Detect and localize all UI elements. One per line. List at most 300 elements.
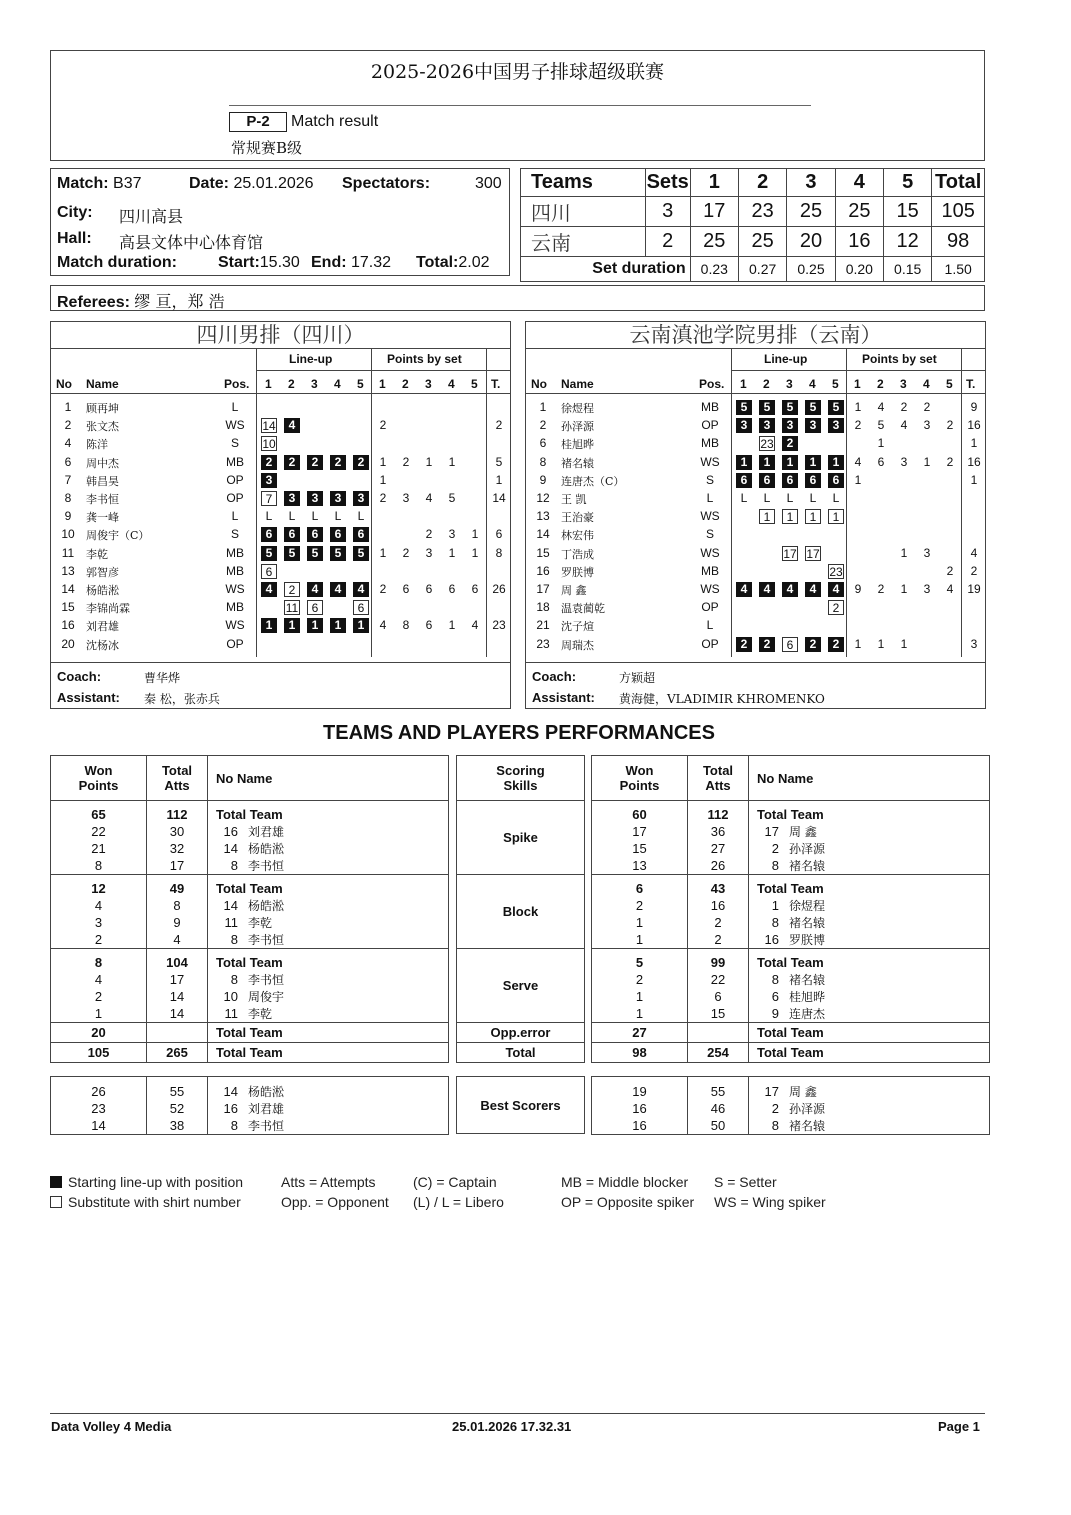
name-header: Name [86, 377, 119, 391]
atts-value: 17 [169, 858, 185, 873]
atts-header-line: Atts [164, 778, 190, 793]
skills-header-line: Skills [503, 778, 538, 793]
assistant-line [532, 690, 595, 705]
player-entry [749, 931, 989, 948]
attempts-cell [147, 875, 208, 949]
atts-value: 46 [710, 1101, 726, 1116]
player-number: 7 [64, 472, 72, 487]
competition-name: 常规赛B级 [231, 139, 303, 157]
player-row [51, 472, 510, 490]
player-number: 1 [64, 400, 72, 414]
set-points: 6 [425, 582, 433, 596]
won-value: 2 [635, 972, 644, 987]
starting-position-cell: 6 [805, 473, 821, 488]
stat-block-row [51, 875, 449, 949]
set-points: 1 [877, 436, 885, 451]
attempts-cell [688, 949, 749, 1023]
substitute-cell: 1 [805, 509, 821, 524]
starting-position-cell: 4 [828, 582, 844, 597]
player-entry [208, 1117, 448, 1134]
stat-block-row [592, 875, 990, 949]
end-label: End: [311, 254, 347, 271]
stat-block-row [592, 1077, 990, 1135]
set-points: 1 [379, 454, 387, 469]
set-points: 2 [425, 527, 433, 542]
sets-header: Sets [645, 169, 690, 197]
atts-value: 8 [173, 898, 181, 913]
player-name: 桂旭晔 [561, 438, 594, 452]
player-name: 连唐杰 [789, 1007, 826, 1021]
player-name: 刘君雄 [248, 825, 285, 839]
player-entry [749, 897, 989, 914]
total-team-label: Total Team [208, 1043, 449, 1063]
set-points: 2 [402, 545, 410, 560]
starting-position-cell: 6 [782, 473, 798, 488]
player-entry [208, 931, 448, 948]
legend-atts: Atts = Attempts [281, 1174, 376, 1190]
match-number: B37 [113, 175, 142, 192]
player-entry [749, 1083, 989, 1100]
won-value: 13 [632, 858, 647, 873]
substitute-cell: 17 [806, 546, 820, 561]
player-cell [208, 1077, 449, 1135]
set-points: 6 [425, 618, 433, 633]
won-value: 16 [632, 1101, 647, 1116]
home-set1: 17 [690, 197, 738, 227]
set-points: 2 [854, 418, 862, 433]
libero-cell: L [334, 509, 342, 524]
best-scorers-label-column [456, 1076, 585, 1134]
player-name: Total Team [216, 881, 283, 896]
player-name: 周瑞杰 [561, 638, 594, 652]
total-points: 6 [495, 527, 503, 542]
points-set-header: 3 [425, 377, 432, 391]
player-number: 16 [764, 932, 779, 947]
legend-substitute [50, 1194, 241, 1210]
set3-header: 3 [787, 169, 835, 197]
starting-position-cell: 5 [805, 400, 821, 415]
starting-position-cell: 1 [330, 618, 346, 633]
total-points: 1 [970, 472, 978, 487]
starting-position-cell: 3 [353, 491, 369, 506]
set-points: 8 [402, 618, 410, 633]
stat-block-row [51, 1077, 449, 1135]
won-points-cell [592, 801, 688, 875]
player-entry [749, 806, 989, 823]
player-number: 14 [223, 898, 238, 913]
player-position: WS [700, 545, 720, 560]
no-header: No [56, 377, 72, 391]
legend-opp: Opp. = Opponent [281, 1194, 389, 1210]
header-divider [51, 393, 510, 394]
atts-value: 14 [169, 1006, 185, 1021]
total-points: 9 [970, 400, 978, 414]
total-points: 19 [967, 582, 981, 596]
set-points: 4 [425, 491, 433, 505]
player-row [526, 636, 985, 654]
player-number: 11 [224, 1006, 238, 1021]
player-number: 17 [536, 582, 550, 596]
starting-position-cell: 1 [782, 455, 798, 470]
player-name: 杨皓淞 [248, 899, 285, 913]
player-name: 孙泽源 [561, 420, 594, 434]
starting-position-cell: 4 [261, 582, 277, 597]
referees-box [50, 285, 985, 311]
legend-ws: WS = Wing spiker [714, 1194, 826, 1210]
start-label: Start: [218, 254, 260, 271]
player-row [526, 472, 985, 490]
player-number: 1 [539, 400, 547, 414]
lineup-set-header: 5 [357, 377, 364, 391]
best-scorers-label: Best Scorers [457, 1077, 585, 1134]
player-name: 周 鑫 [789, 1085, 817, 1099]
set-points: 2 [402, 454, 410, 469]
player-number: 8 [230, 858, 238, 873]
set3-duration: 0.25 [787, 257, 835, 282]
player-name: 褚名辕 [789, 916, 826, 930]
starting-position-cell: 3 [736, 418, 752, 433]
player-name: 周俊宇 [248, 990, 285, 1004]
points-set-header: 2 [402, 377, 409, 391]
home-total: 105 [932, 197, 985, 227]
player-number: 16 [223, 824, 238, 839]
set1-duration: 0.23 [690, 257, 738, 282]
lineup-set-header: 2 [763, 377, 770, 391]
set-points: 2 [379, 491, 387, 505]
player-position: WS [700, 454, 720, 469]
player-position: S [230, 527, 239, 542]
player-position: MB [701, 563, 719, 578]
set-points: 2 [946, 418, 954, 433]
player-row [51, 399, 510, 417]
starting-position-cell: 1 [353, 618, 369, 633]
report-code: P-2 [229, 112, 287, 132]
substitute-cell: 2 [828, 600, 844, 615]
skill-total-label: Total [457, 1043, 585, 1063]
hall-label: Hall: [57, 230, 92, 247]
libero-cell: L [265, 509, 273, 524]
player-name: 沈杨冰 [86, 638, 119, 652]
player-entry [208, 954, 448, 971]
no-header: No [531, 377, 547, 391]
atts-value: 38 [169, 1118, 185, 1133]
pos-header: Pos. [699, 377, 725, 391]
player-number: 8 [771, 858, 779, 873]
starting-position-cell: 4 [782, 582, 798, 597]
coach-name: 曹华烨 [144, 671, 181, 685]
player-number: 9 [64, 509, 72, 524]
player-row [526, 526, 985, 544]
player-entry [749, 857, 989, 874]
stat-block-row [51, 801, 449, 875]
attempts-cell [688, 801, 749, 875]
player-number: 14 [536, 527, 550, 542]
total-duration: 1.50 [932, 257, 985, 282]
starting-position-cell: 6 [828, 473, 844, 488]
player-entry [749, 988, 989, 1005]
player-number: 8 [230, 972, 238, 987]
won-value: 3 [94, 915, 103, 930]
player-entry [208, 806, 448, 823]
away-set1: 25 [690, 227, 738, 257]
player-row [51, 435, 510, 453]
starting-position-cell: 4 [284, 418, 300, 433]
player-cell [208, 875, 449, 949]
legend-starting-text: Starting line-up with position [68, 1174, 244, 1190]
player-name: 陈洋 [86, 438, 108, 452]
player-name: 温袁蔺乾 [561, 602, 605, 616]
player-name: 顾再坤 [86, 402, 119, 415]
away-set5: 12 [884, 227, 932, 257]
player-position: MB [226, 600, 244, 615]
set-points: 6 [471, 582, 479, 596]
points-set-header: 5 [946, 377, 953, 391]
won-value: 1 [94, 1006, 103, 1021]
legend-substitute-text: Substitute with shirt number [68, 1194, 241, 1210]
lineup-set-header: 4 [334, 377, 341, 391]
header-divider [256, 370, 511, 371]
noname-header: No Name [749, 756, 990, 801]
atts-value: 99 [710, 955, 726, 970]
player-number: 6 [64, 454, 72, 469]
won-total: 27 [592, 1023, 688, 1043]
set-points: 1 [923, 454, 931, 469]
set-points: 3 [448, 527, 456, 542]
player-name: 李乾 [86, 547, 108, 561]
player-number: 2 [771, 841, 779, 856]
player-name: 李书恒 [248, 1119, 285, 1133]
won-value: 1 [635, 915, 644, 930]
player-number: 8 [771, 915, 779, 930]
won-points-cell [592, 949, 688, 1023]
player-row [526, 454, 985, 472]
atts-value: 14 [169, 989, 185, 1004]
won-points-cell [592, 1077, 688, 1135]
home-roster [50, 321, 511, 709]
scoring-skills-header [457, 756, 585, 801]
starting-position-cell: 6 [261, 527, 277, 542]
home-performance-table [50, 755, 449, 1063]
total-row [592, 1043, 990, 1063]
player-number: 11 [224, 915, 238, 930]
atts-value: 2 [714, 915, 722, 930]
home-team-short: 四川 [521, 197, 646, 227]
substitute-cell: 6 [782, 637, 798, 652]
player-entry [208, 988, 448, 1005]
legend-starting [50, 1174, 243, 1190]
won-points-header [51, 756, 147, 801]
assistant-names: 黄海健，VLADIMIR KHROMENKO [619, 692, 825, 706]
player-number: 8 [64, 491, 72, 505]
libero-cell: L [809, 491, 817, 505]
away-team-short: 云南 [521, 227, 646, 257]
player-number: 10 [61, 527, 75, 542]
won-value: 19 [632, 1084, 647, 1099]
set-points: 5 [448, 491, 456, 505]
match-label: Match: [57, 175, 109, 192]
home-sets: 3 [645, 197, 690, 227]
atts-value: 2 [714, 932, 722, 947]
stat-block-row [51, 949, 449, 1023]
starting-position-cell: 2 [736, 637, 752, 652]
player-row [526, 617, 985, 635]
total-points: 23 [492, 618, 506, 633]
player-number: 13 [536, 509, 550, 524]
player-number: 16 [223, 1101, 238, 1116]
player-position: L [706, 618, 714, 633]
won-total: 98 [592, 1043, 688, 1063]
player-name: 周 鑫 [789, 825, 817, 839]
player-name: 罗朕博 [789, 933, 826, 947]
player-entry [208, 914, 448, 931]
starting-position-cell: 3 [828, 418, 844, 433]
won-value: 65 [91, 807, 106, 822]
atts-value: 26 [710, 858, 726, 873]
player-position: WS [225, 618, 245, 633]
libero-cell: L [357, 509, 365, 524]
end-time: 17.32 [351, 254, 392, 271]
performance-header-row [592, 756, 990, 801]
referees-label: Referees: [57, 294, 130, 311]
player-number: 10 [223, 989, 238, 1004]
player-entry [208, 1083, 448, 1100]
footer-timestamp: 25.01.2026 17.32.31 [452, 1419, 572, 1434]
won-points-cell [51, 801, 147, 875]
atts-value: 32 [169, 841, 185, 856]
substitute-cell: 17 [783, 546, 797, 561]
total-points: 16 [967, 418, 981, 433]
starting-position-cell: 5 [759, 400, 775, 415]
set-points: 4 [471, 618, 479, 633]
home-best-scorers-table [50, 1076, 449, 1135]
total-points: 16 [967, 454, 981, 469]
starting-position-cell: 5 [353, 546, 369, 561]
points-by-set-header: Points by set [387, 352, 462, 366]
set-points: 6 [877, 454, 885, 469]
substitute-cell: 10 [262, 437, 276, 452]
atts-value: 36 [710, 824, 726, 839]
player-row [526, 490, 985, 508]
set-points: 1 [448, 454, 456, 469]
substitute-cell: 23 [829, 564, 843, 579]
player-name: 周俊宇（C） [86, 529, 150, 543]
player-name: 刘君雄 [86, 620, 119, 634]
player-row [51, 526, 510, 544]
lineup-set-header: 3 [786, 377, 793, 391]
legend-captain: (C) = Captain [413, 1174, 497, 1190]
player-number: 12 [536, 491, 550, 505]
set-points: 2 [379, 582, 387, 596]
player-entry [208, 880, 448, 897]
legend-libero: (L) / L = Libero [413, 1194, 504, 1210]
player-name: 孙泽源 [789, 1102, 826, 1116]
player-number: 8 [230, 1118, 238, 1133]
libero-cell: L [763, 491, 771, 505]
player-number: 16 [536, 563, 550, 578]
starting-position-cell: 2 [284, 455, 300, 470]
starting-position-cell: 4 [353, 582, 369, 597]
won-value: 2 [635, 898, 644, 913]
player-name: 沈子煊 [561, 620, 594, 634]
substitute-cell: 1 [759, 509, 775, 524]
player-name: 李乾 [248, 916, 273, 930]
city-label: City: [57, 204, 93, 221]
set-points: 4 [379, 618, 387, 633]
substitute-cell: 6 [307, 600, 323, 615]
points-set-header: 2 [877, 377, 884, 391]
attempts-cell [147, 801, 208, 875]
total-time: 2.02 [458, 254, 490, 271]
substitute-cell: 23 [760, 437, 774, 452]
player-position: WS [700, 509, 720, 524]
set-points: 1 [471, 545, 479, 560]
home-team-name: 四川男排（四川） [51, 322, 510, 349]
player-name: Total Team [757, 881, 824, 896]
substitute-cell: 1 [828, 509, 844, 524]
match-info-box [50, 168, 510, 276]
atts-header-line: Atts [705, 778, 731, 793]
header-box [50, 50, 985, 161]
player-entry [749, 880, 989, 897]
atts-value: 55 [169, 1084, 185, 1099]
starting-position-cell: 3 [330, 491, 346, 506]
won-value: 1 [635, 1006, 644, 1021]
hall-value: 高县文体中心体育馆 [119, 233, 264, 252]
starting-position-cell: 2 [828, 637, 844, 652]
away-set2: 25 [738, 227, 786, 257]
assistant-names: 秦 松，张赤兵 [144, 692, 220, 706]
player-number: 8 [771, 1118, 779, 1133]
player-row [51, 417, 510, 435]
libero-cell: L [786, 491, 794, 505]
set-points: 3 [923, 545, 931, 560]
total-row [51, 1043, 449, 1063]
total-team-label: Total Team [208, 1023, 449, 1043]
skill-block-label: Block [457, 875, 585, 949]
player-number: 15 [536, 545, 550, 560]
set-points: 4 [854, 454, 862, 469]
won-total: 20 [51, 1023, 147, 1043]
set1-header: 1 [690, 169, 738, 197]
starting-position-cell: 3 [261, 473, 277, 488]
player-name: 王 凯 [561, 493, 587, 506]
player-row [51, 563, 510, 581]
set-points: 2 [946, 454, 954, 469]
player-name: 褚名辕 [789, 1119, 826, 1133]
player-name: 林宏伟 [561, 529, 594, 543]
player-number: 6 [771, 989, 779, 1004]
starting-position-cell: 4 [805, 582, 821, 597]
player-number: 9 [771, 1006, 779, 1021]
total-points: 14 [492, 491, 506, 505]
player-position: OP [226, 472, 244, 487]
city-value: 四川高县 [119, 207, 184, 226]
player-position: WS [225, 582, 245, 596]
footer-software: Data Volley 4 Media [51, 1419, 172, 1434]
player-name: 李锦尚霖 [86, 602, 130, 616]
player-position: S [705, 472, 714, 487]
points-set-header: 1 [854, 377, 861, 391]
coach-label: Coach: [532, 669, 577, 684]
away-team-name: 云南滇池学院男排（云南） [526, 322, 985, 349]
total-row [51, 1023, 449, 1043]
attempts-cell [688, 1077, 749, 1135]
won-value: 8 [94, 955, 103, 970]
set-points: 1 [900, 545, 908, 560]
set2-duration: 0.27 [738, 257, 786, 282]
home-set2: 23 [738, 197, 786, 227]
player-position: L [706, 491, 714, 505]
